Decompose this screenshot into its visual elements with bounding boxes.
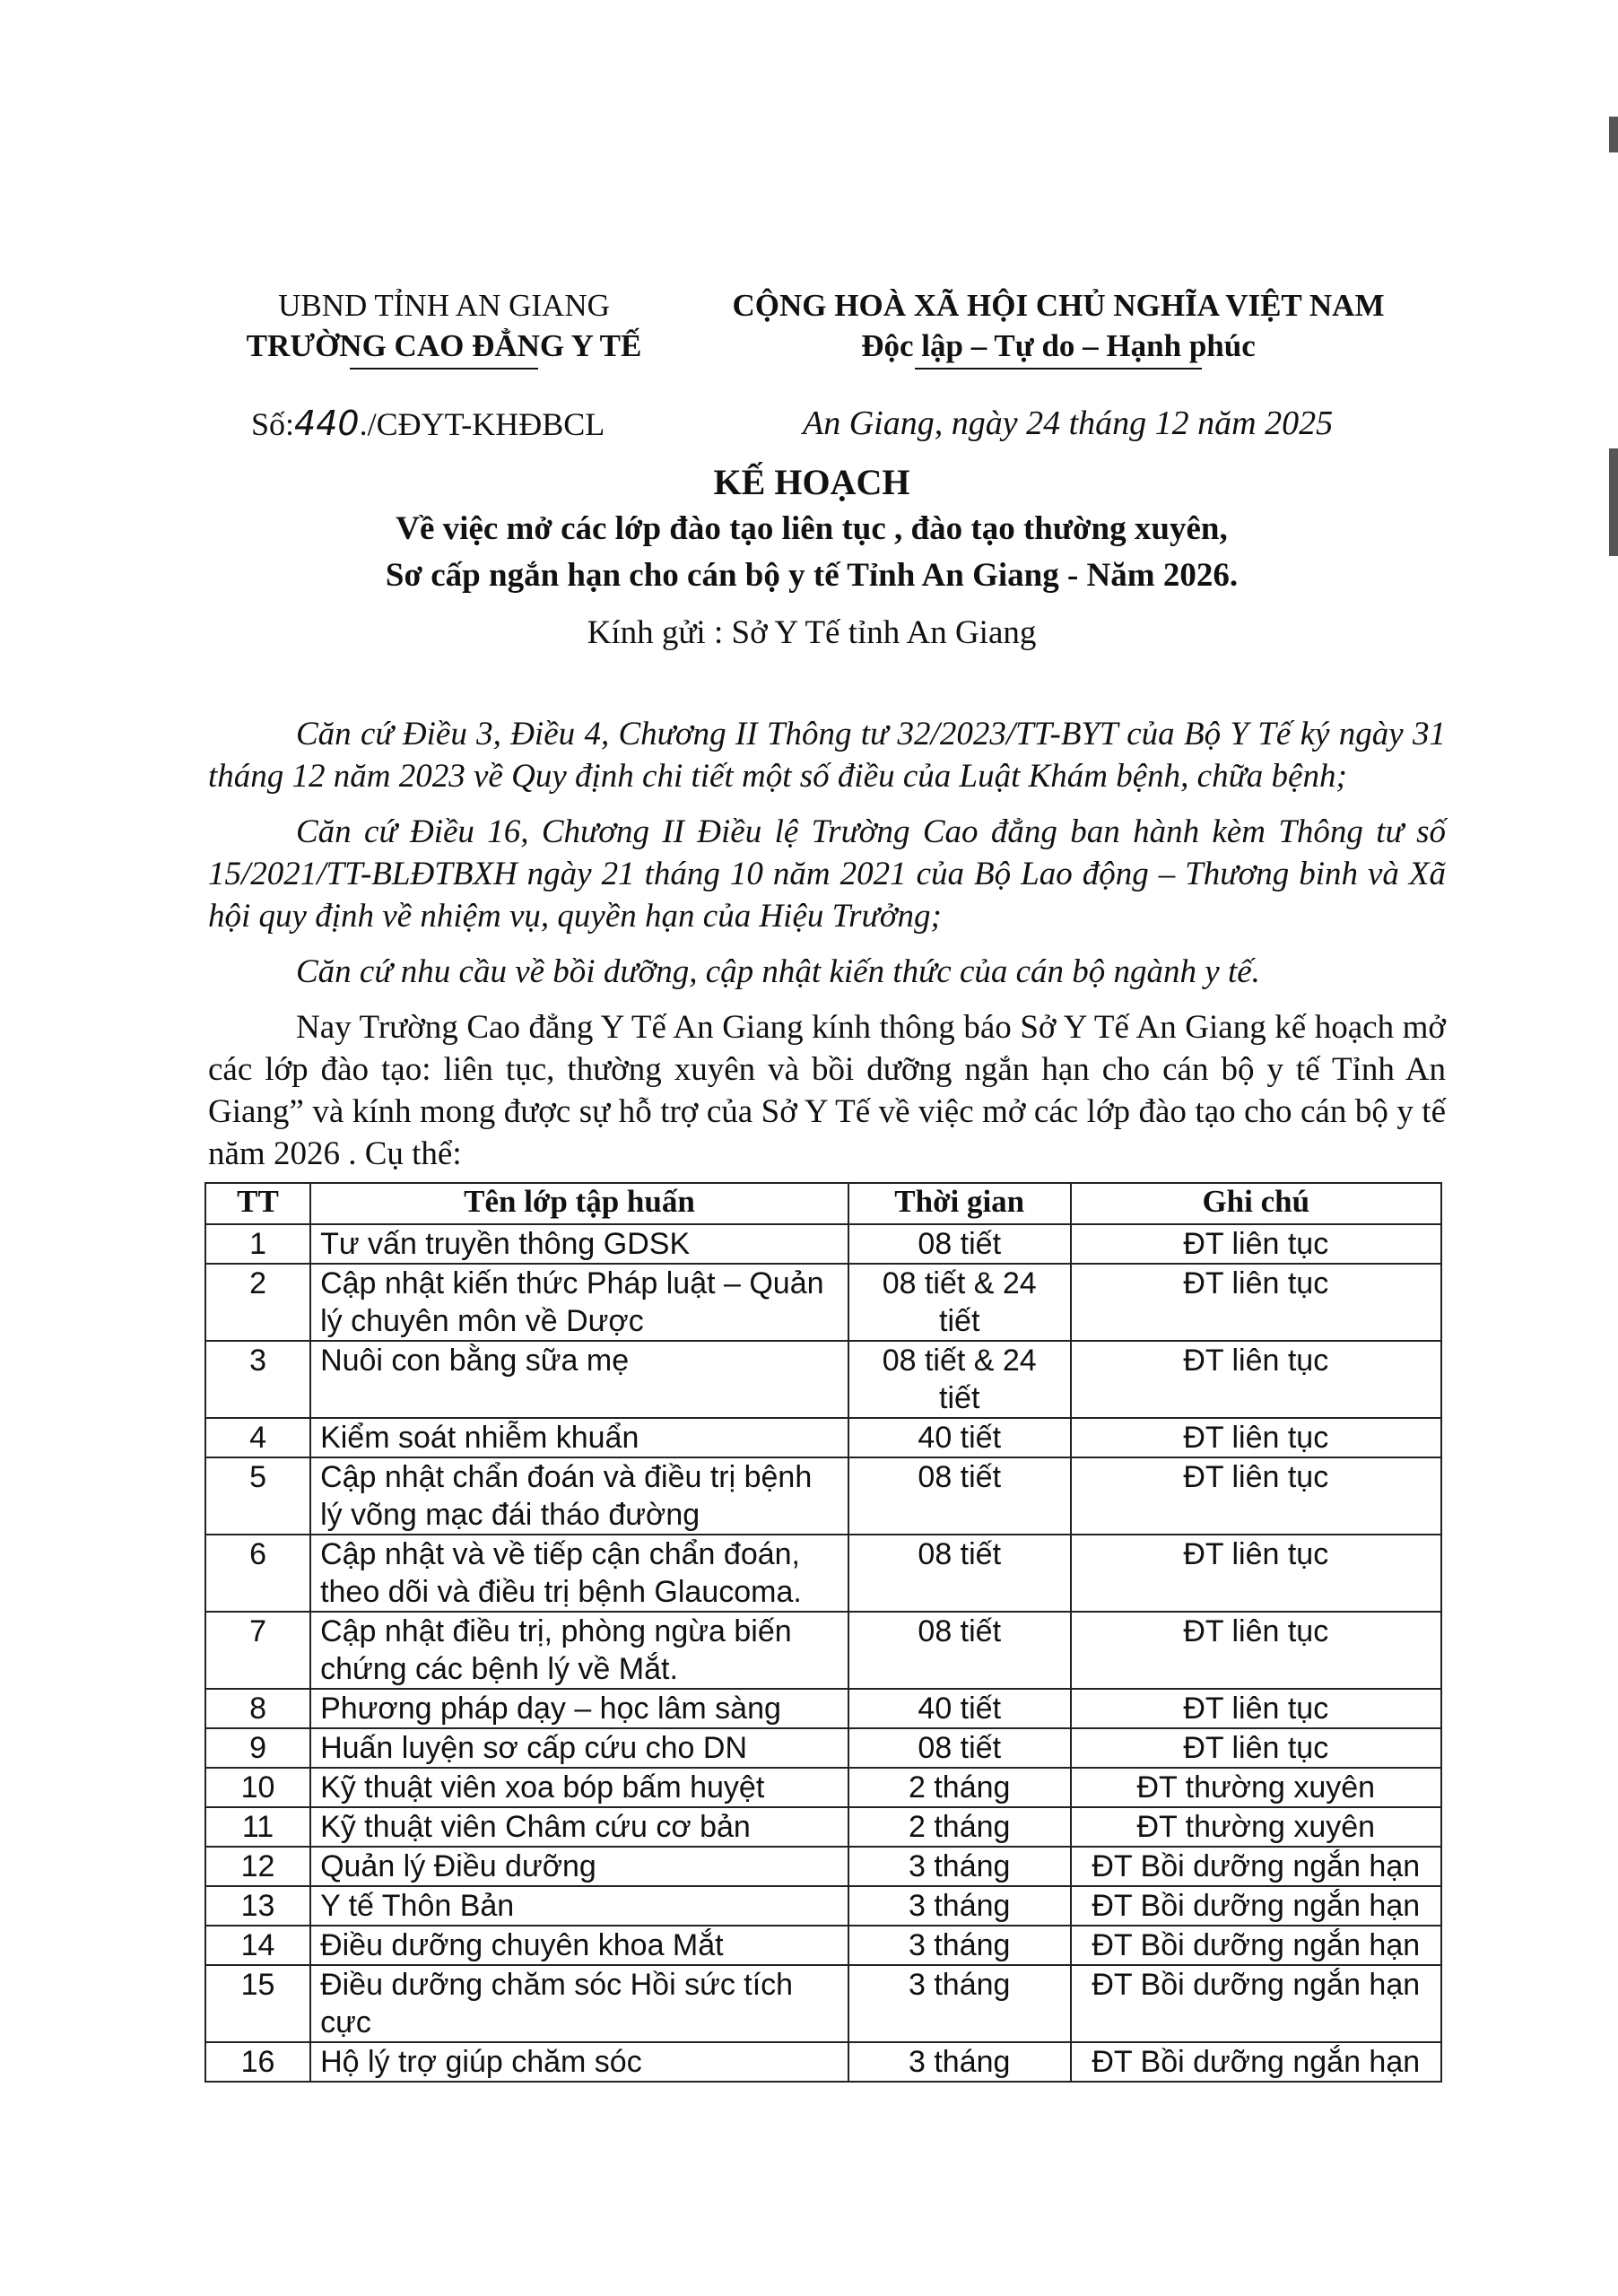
row-note: ĐT thường xuyên [1071, 1768, 1441, 1807]
row-course-name: Phương pháp dạy – học lâm sàng [310, 1689, 848, 1728]
row-course-name: Điều dưỡng chuyên khoa Mắt [310, 1926, 848, 1965]
scan-edge-mark [1609, 117, 1618, 152]
document-title: KẾ HOẠCH [713, 462, 910, 502]
row-duration: 08 tiết [848, 1728, 1071, 1768]
row-note: ĐT Bồi dưỡng ngắn hạn [1071, 1926, 1441, 1965]
row-note: ĐT Bồi dưỡng ngắn hạn [1071, 1886, 1441, 1926]
row-duration: 40 tiết [848, 1689, 1071, 1728]
document-number [251, 404, 605, 443]
table-row [205, 1886, 1441, 1926]
table-row [205, 1728, 1441, 1768]
row-course-name: Quản lý Điều dưỡng [310, 1847, 848, 1886]
row-note: ĐT liên tục [1071, 1264, 1441, 1341]
row-duration: 08 tiết [848, 1535, 1071, 1612]
row-note: ĐT Bồi dưỡng ngắn hạn [1071, 1965, 1441, 2042]
row-number: 13 [205, 1886, 310, 1926]
row-note: ĐT liên tục [1071, 1689, 1441, 1728]
row-course-name: Tư vấn truyền thông GDSK [310, 1224, 848, 1264]
header-tt: TT [205, 1183, 310, 1224]
table-row [205, 1224, 1441, 1264]
row-number: 7 [205, 1612, 310, 1689]
row-number: 6 [205, 1535, 310, 1612]
row-duration: 3 tháng [848, 1926, 1071, 1965]
row-note: ĐT liên tục [1071, 1728, 1441, 1768]
table-body [205, 1224, 1441, 2082]
row-duration: 08 tiết [848, 1224, 1071, 1264]
row-number: 10 [205, 1768, 310, 1807]
table-row [205, 1689, 1441, 1728]
row-duration: 2 tháng [848, 1807, 1071, 1847]
issuing-authority [224, 285, 664, 370]
table-row [205, 1535, 1441, 1612]
motto-underline [915, 368, 1202, 370]
row-course-name: Y tế Thôn Bản [310, 1886, 848, 1926]
table-row [205, 1612, 1441, 1689]
authority-line-1: UBND TỈNH AN GIANG [278, 288, 610, 323]
row-course-name: Kỹ thuật viên Châm cứu cơ bản [310, 1807, 848, 1847]
document-date: An Giang, ngày 24 tháng 12 năm 2025 [803, 404, 1334, 442]
row-course-name: Nuôi con bằng sữa mẹ [310, 1341, 848, 1418]
row-course-name: Cập nhật và về tiếp cận chẩn đoán, theo dõi và điều trị bệnh Glaucoma. [310, 1535, 848, 1612]
document-subtitle-line-2: Sơ cấp ngắn hạn cho cán bộ y tế Tỉnh An Giang - Năm 2026. [385, 557, 1239, 594]
training-plan-table [204, 1182, 1442, 2083]
row-course-name: Cập nhật kiến thức Pháp luật – Quản lý chuyên môn về Dược [310, 1264, 848, 1341]
row-duration: 08 tiết & 24 tiết [848, 1264, 1071, 1341]
table-row [205, 1341, 1441, 1418]
row-number: 15 [205, 1965, 310, 2042]
title-block [215, 459, 1408, 657]
row-course-name: Cập nhật chẩn đoán và điều trị bệnh lý võng mạc đái tháo đường [310, 1457, 848, 1535]
row-duration: 08 tiết & 24 tiết [848, 1341, 1071, 1418]
row-course-name: Hộ lý trợ giúp chăm sóc [310, 2042, 848, 2082]
row-note: ĐT Bồi dưỡng ngắn hạn [1071, 2042, 1441, 2082]
row-number: 5 [205, 1457, 310, 1535]
row-number: 1 [205, 1224, 310, 1264]
table-row [205, 1457, 1441, 1535]
row-course-name: Kiểm soát nhiễm khuẩn [310, 1418, 848, 1457]
row-number: 11 [205, 1807, 310, 1847]
row-number: 3 [205, 1341, 310, 1418]
row-duration: 3 tháng [848, 1847, 1071, 1886]
row-note: ĐT liên tục [1071, 1224, 1441, 1264]
row-duration: 08 tiết [848, 1457, 1071, 1535]
row-number: 16 [205, 2042, 310, 2082]
row-note: ĐT liên tục [1071, 1418, 1441, 1457]
authority-underline [350, 368, 538, 370]
table-row [205, 1926, 1441, 1965]
row-note: ĐT thường xuyên [1071, 1807, 1441, 1847]
national-title: CỘNG HOÀ XÃ HỘI CHỦ NGHĨA VIỆT NAM [732, 288, 1385, 323]
national-motto [718, 285, 1399, 370]
row-note: ĐT Bồi dưỡng ngắn hạn [1071, 1847, 1441, 1886]
table-row [205, 1965, 1441, 2042]
table-row [205, 1768, 1441, 1807]
row-duration: 40 tiết [848, 1418, 1071, 1457]
legal-basis-paragraph-3: Căn cứ nhu cầu về bồi dưỡng, cập nhật kiến thức của cán bộ ngành y tế. [296, 953, 1260, 990]
row-number: 2 [205, 1264, 310, 1341]
row-duration: 3 tháng [848, 1965, 1071, 2042]
row-number: 9 [205, 1728, 310, 1768]
row-number: 12 [205, 1847, 310, 1886]
row-duration: 08 tiết [848, 1612, 1071, 1689]
row-course-name: Điều dưỡng chăm sóc Hồi sức tích cực [310, 1965, 848, 2042]
row-course-name: Kỹ thuật viên xoa bóp bấm huyệt [310, 1768, 848, 1807]
row-course-name: Cập nhật điều trị, phòng ngừa biến chứng các bệnh lý về Mắt. [310, 1612, 848, 1689]
document-subtitle-line-1: Về việc mở các lớp đào tạo liên tục , đào tạo thường xuyên, [396, 510, 1228, 547]
row-number: 14 [205, 1926, 310, 1965]
row-course-name: Huấn luyện sơ cấp cứu cho DN [310, 1728, 848, 1768]
row-duration: 2 tháng [848, 1768, 1071, 1807]
scan-edge-mark [1609, 448, 1618, 556]
row-note: ĐT liên tục [1071, 1612, 1441, 1689]
row-number: 8 [205, 1689, 310, 1728]
authority-line-2: TRƯỜNG CAO ĐẲNG Y TẾ [246, 328, 642, 363]
legal-basis-paragraph-1: Căn cứ Điều 3, Điều 4, Chương II Thông tư 32/2023/TT-BYT của Bộ Y Tế ký ngày 31 tháng 12 năm 2023 về Quy định chi tiết một số điều của Luật Khám bệnh, chữa bệnh; [208, 716, 1446, 795]
row-duration: 3 tháng [848, 2042, 1071, 2082]
table-row [205, 2042, 1441, 2082]
document-number-prefix: Số: [251, 406, 295, 442]
document-body [208, 713, 1446, 1188]
header-duration: Thời gian [848, 1183, 1071, 1224]
header-course-name: Tên lớp tập huấn [310, 1183, 848, 1224]
row-note: ĐT liên tục [1071, 1535, 1441, 1612]
table-header-row [205, 1183, 1441, 1224]
row-note: ĐT liên tục [1071, 1341, 1441, 1418]
legal-basis-paragraph-2: Căn cứ Điều 16, Chương II Điều lệ Trường Cao đẳng ban hành kèm Thông tư số 15/2021/TT-BLĐTBXH ngày 21 tháng 10 năm 2021 của Bộ Lao động – Thương binh và Xã hội quy định về nhiệm vụ, quyền hạn của Hiệu Trưởng; [208, 813, 1446, 935]
motto: Độc lập – Tự do – Hạnh phúc [861, 328, 1256, 363]
recipient-line: Kính gửi : Sở Y Tế tỉnh An Giang [587, 614, 1037, 651]
row-number: 4 [205, 1418, 310, 1457]
row-note: ĐT liên tục [1071, 1457, 1441, 1535]
header-note: Ghi chú [1071, 1183, 1441, 1224]
table-row [205, 1847, 1441, 1886]
document-number-handwritten: 440 [294, 404, 360, 443]
row-duration: 3 tháng [848, 1886, 1071, 1926]
table-row [205, 1418, 1441, 1457]
document-number-suffix: ./CĐYT-KHĐBCL [359, 406, 605, 442]
announcement-paragraph: Nay Trường Cao đẳng Y Tế An Giang kính thông báo Sở Y Tế An Giang kế hoạch mở các lớp đào tạo: liên tục, thường xuyên và bồi dưỡng ngắn hạn cho cán bộ y tế Tỉnh An Giang” và kính mong được sự hỗ trợ của Sở Y Tế về việc mở các lớp đào tạo cho cán bộ y tế năm 2026 . Cụ thể: [208, 1009, 1446, 1172]
table-row [205, 1807, 1441, 1847]
table-row [205, 1264, 1441, 1341]
